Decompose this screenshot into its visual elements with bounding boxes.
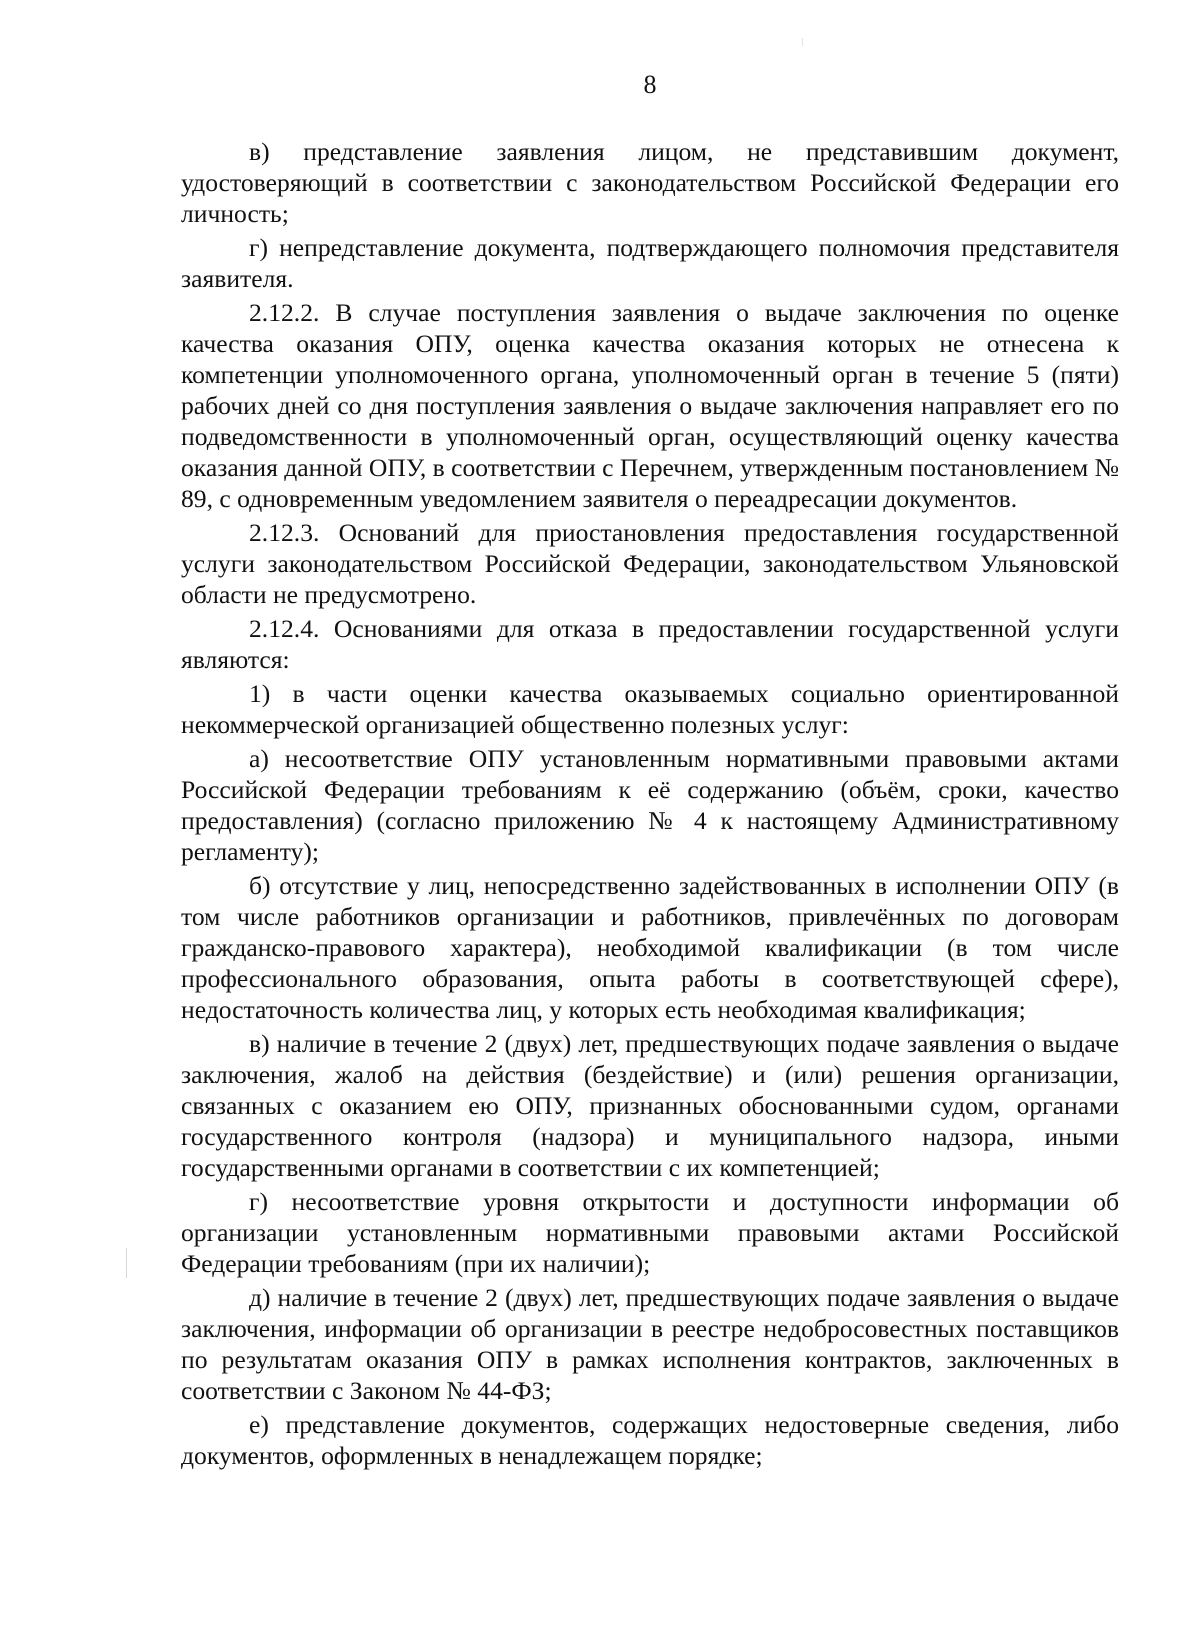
paragraph-item-g: г) несоответствие уровня открытости и доступности информации об организации установленным нормативными правовыми актами Российской Федерации требованиям (при их наличии); <box>181 1187 1119 1278</box>
paragraph-item-1: 1) в части оценки качества оказываемых социально ориентированной некоммерческой организацией общественно полезных услуг: <box>181 679 1119 739</box>
paragraph-item-v: в) наличие в течение 2 (двух) лет, предшествующих подаче заявления о выдаче заключения, жалоб на действия (бездействие) и (или) решения организации, связанных с оказанием ею ОПУ, признанных обоснованными судом, органами государственного контроля (надзора) и муниципального надзора, иными государственными органами в соответствии с их компетенцией; <box>181 1029 1119 1182</box>
paragraph-v-no-identity-document: в) представление заявления лицом, не представившим документ, удостоверяющий в соответствии с законодательством Российской Федерации его личность; <box>181 137 1119 228</box>
paragraph-item-b: б) отсутствие у лиц, непосредственно задействованных в исполнении ОПУ (в том числе работников организации и работников, привлечённых по договорам гражданско-правового характера), необходимой квалификации (в том числе профессионального образования, опыта работы в соответствующей сфере), недостаточность количества лиц, у которых есть необходимая квалификация; <box>181 871 1119 1024</box>
scan-artifact <box>802 38 803 46</box>
paragraph-g-no-authority-document: г) непредставление документа, подтверждающего полномочия представителя заявителя. <box>181 233 1119 293</box>
paragraph-item-e: е) представление документов, содержащих недостоверные сведения, либо документов, оформленных в ненадлежащем порядке; <box>181 1410 1119 1470</box>
paragraph-2-12-4: 2.12.4. Основаниями для отказа в предоставлении государственной услуги являются: <box>181 614 1119 674</box>
scan-artifact <box>126 1248 127 1278</box>
document-body <box>181 136 1119 1474</box>
paragraph-item-d: д) наличие в течение 2 (двух) лет, предшествующих подаче заявления о выдаче заключения, информации об организации в реестре недобросовестных поставщиков по результатам оказания ОПУ в рамках исполнения контрактов, заключенных в соответствии с Законом № 44-ФЗ; <box>181 1283 1119 1405</box>
paragraph-2-12-2: 2.12.2. В случае поступления заявления о выдаче заключения по оценке качества оказания ОПУ, оценка качества оказания которых не отнесена к компетенции уполномоченного органа, уполномоченный орган в течение 5 (пяти) рабочих дней со дня поступления заявления о выдаче заключения направляет его по подведомственности в уполномоченный орган, осуществляющий оценку качества оказания данной ОПУ, в соответствии с Перечнем, утвержденным постановлением № 89, с одновременным уведомлением заявителя о переадресации документов. <box>181 298 1119 513</box>
paragraph-2-12-3: 2.12.3. Оснований для приостановления предоставления государственной услуги законодательством Российской Федерации, законодательством Ульяновской области не предусмотрено. <box>181 518 1119 609</box>
paragraph-item-a: а) несоответствие ОПУ установленным нормативными правовыми актами Российской Федерации требованиям к её содержанию (объём, сроки, качество предоставления) (согласно приложению № 4 к настоящему Административному регламенту); <box>181 744 1119 866</box>
page-number: 8 <box>643 70 657 99</box>
